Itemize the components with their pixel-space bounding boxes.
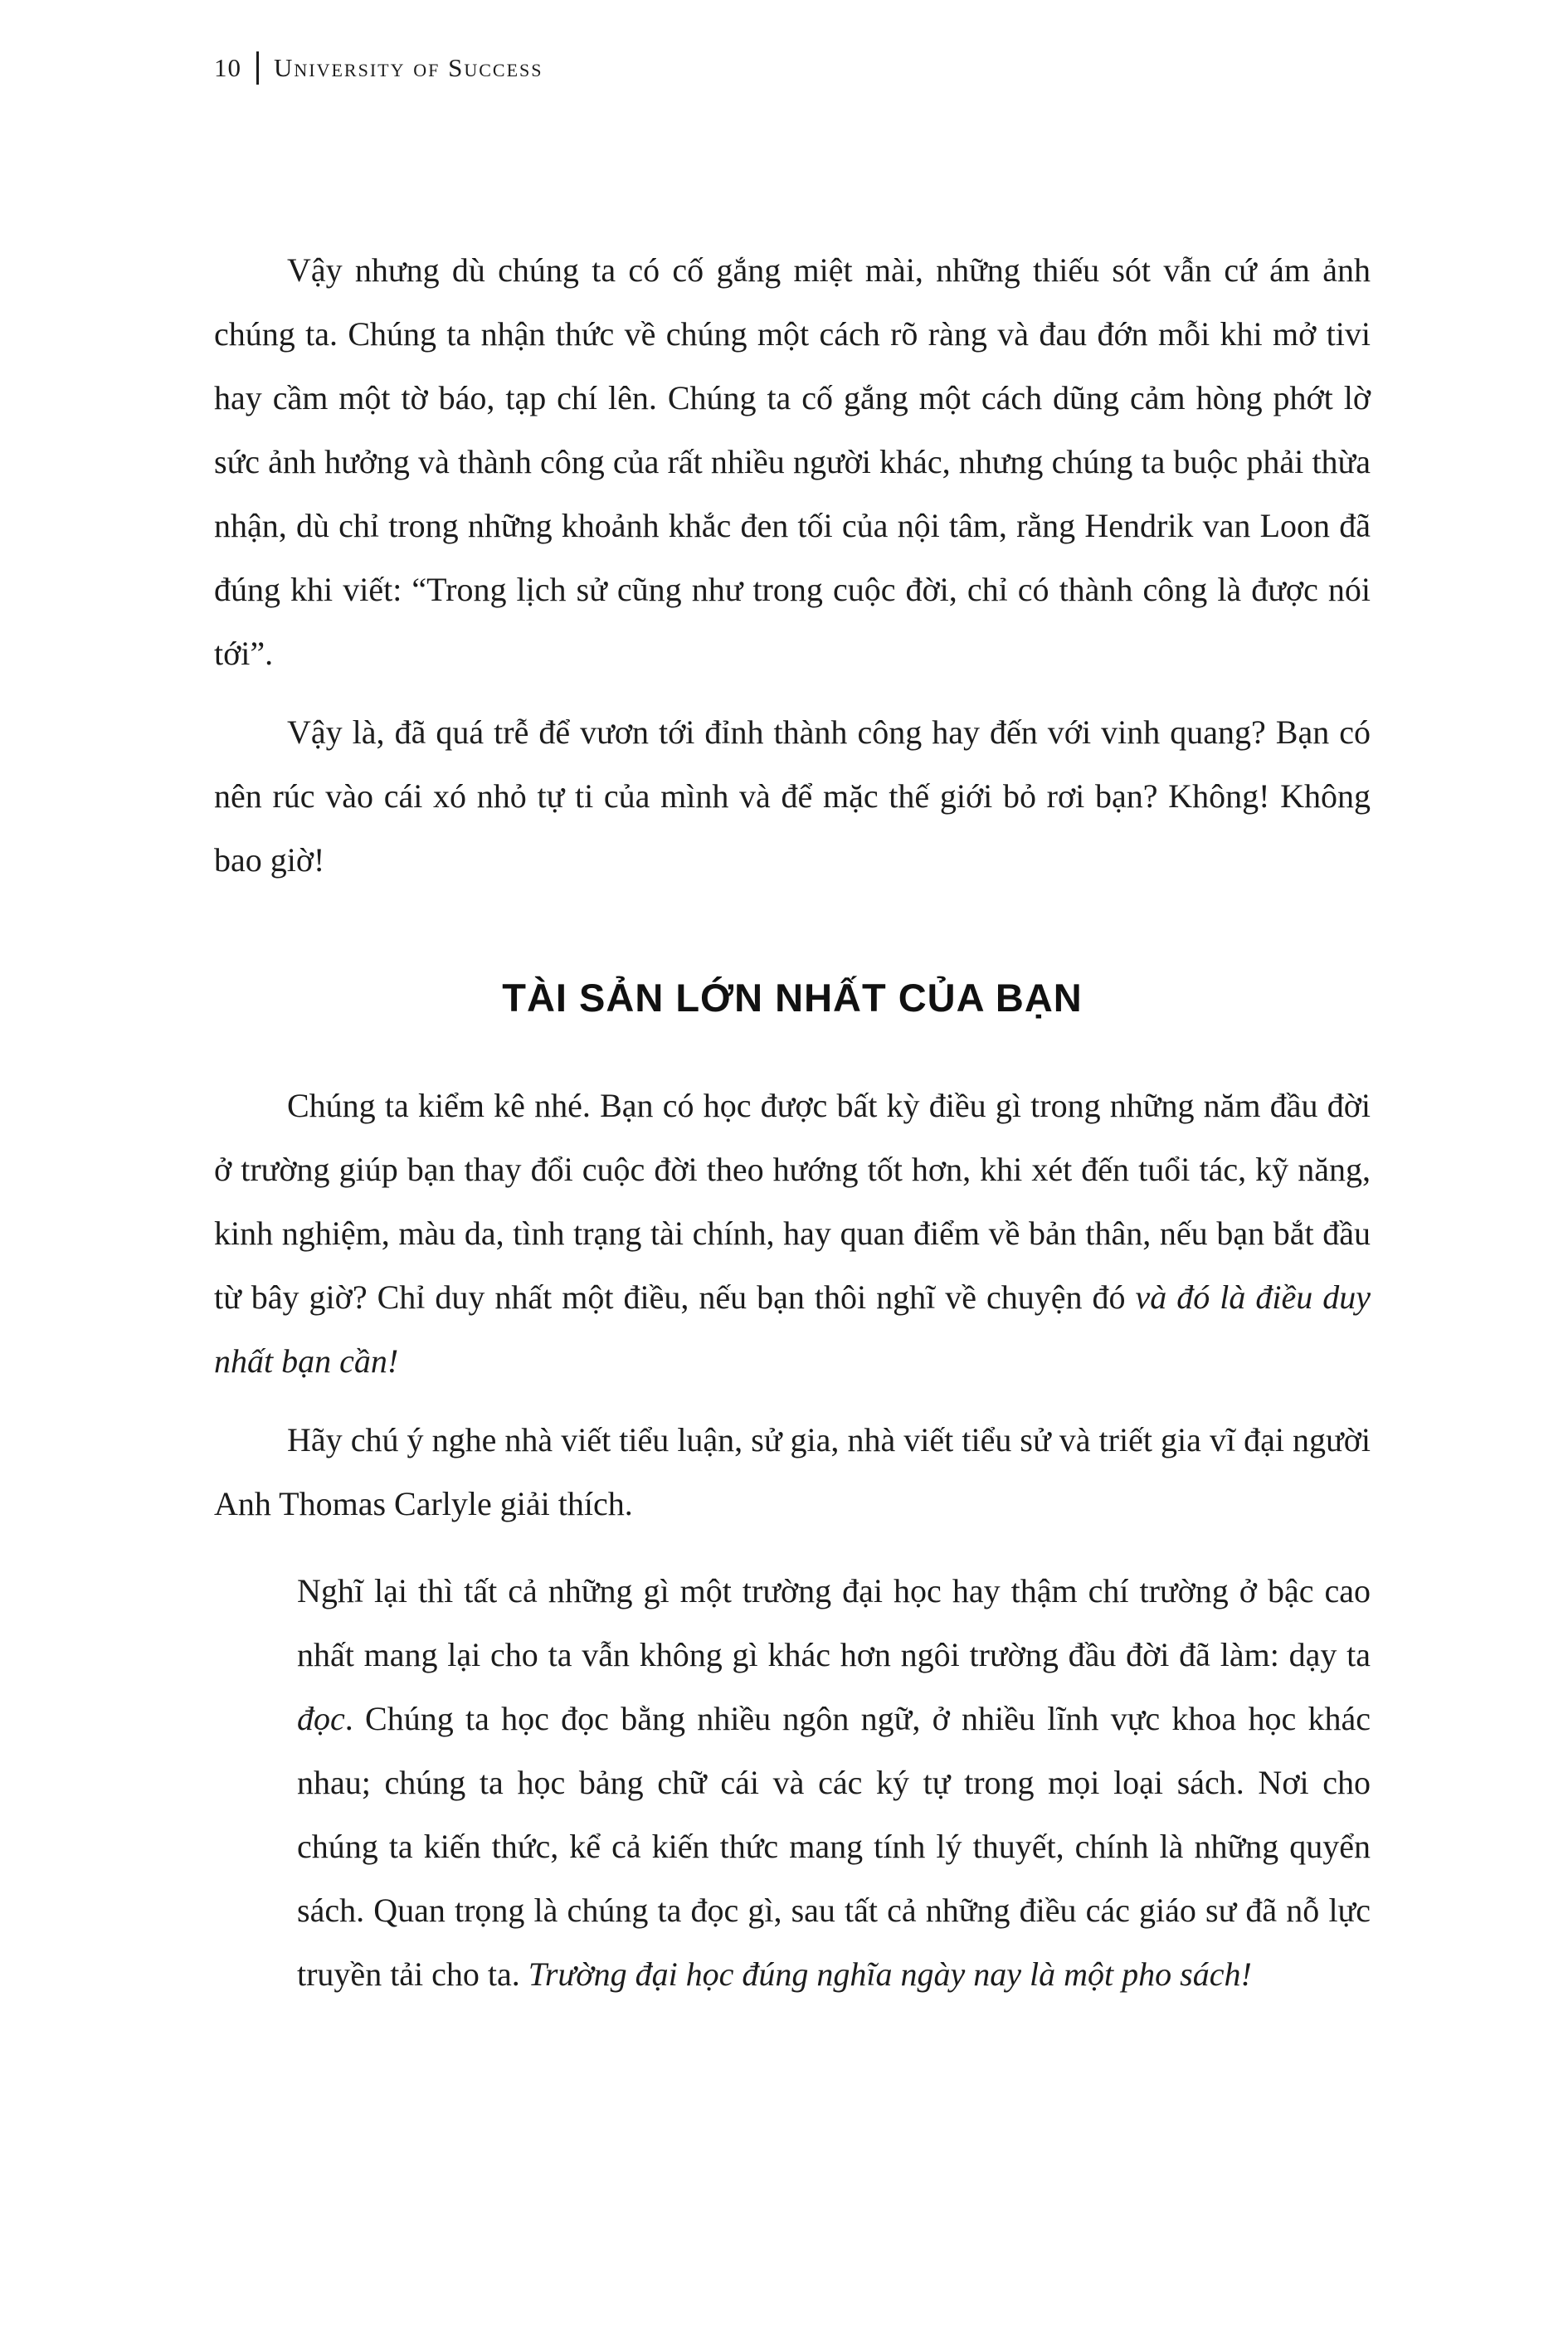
quote-emphasis-2: Trường đại học đúng nghĩa ngày nay là một pho sách! xyxy=(528,1955,1252,1993)
quote-text-2: . Chúng ta học đọc bằng nhiều ngôn ngữ, ở nhiều lĩnh vực khoa học khác nhau; chúng ta học bảng chữ cái và các ký tự trong mọi loại sách. Nơi cho chúng ta kiến thức, kể cả kiến thức mang tính lý thuyết, chính là những quyển sách. Quan trọng là chúng ta đọc gì, sau tất cả những điều các giáo sư đã nỗ lực truyền tải cho ta. xyxy=(297,1700,1371,1993)
block-quote xyxy=(297,1559,1371,2006)
paragraph-3 xyxy=(214,1074,1371,1393)
quote-emphasis-1: đọc xyxy=(297,1700,345,1737)
quote-text-1: Nghĩ lại thì tất cả những gì một trường đại học hay thậm chí trường ở bậc cao nhất mang lại cho ta vẫn không gì khác hơn ngôi trường đầu đời đã làm: dạy ta xyxy=(297,1572,1371,1673)
section-heading: TÀI SẢN LỚN NHẤT CỦA BẠN xyxy=(502,976,1083,1020)
book-title: University of Success xyxy=(274,53,543,82)
paragraph-3-emphasis: và đó là điều duy nhất bạn cần! xyxy=(214,1278,1371,1380)
page-number: 10 xyxy=(214,53,241,82)
page-body xyxy=(214,238,1371,2006)
header-divider xyxy=(256,51,259,85)
paragraph-2: Vậy là, đã quá trễ để vươn tới đỉnh thành công hay đến với vinh quang? Bạn có nên rúc vào cái xó nhỏ tự ti của mình và để mặc thế giới bỏ rơi bạn? Không! Không bao giờ! xyxy=(214,713,1371,879)
page-header xyxy=(214,51,1371,85)
paragraph-3-text: Chúng ta kiểm kê nhé. Bạn có học được bất kỳ điều gì trong những năm đầu đời ở trường giúp bạn thay đổi cuộc đời theo hướng tốt hơn, khi xét đến tuổi tác, kỹ năng, kinh nghiệm, màu da, tình trạng tài chính, hay quan điểm về bản thân, nếu bạn bắt đầu từ bây giờ? Chỉ duy nhất một điều, nếu bạn thôi nghĩ về chuyện đó xyxy=(214,1087,1371,1316)
paragraph-1: Vậy nhưng dù chúng ta có cố gắng miệt mài, những thiếu sót vẫn cứ ám ảnh chúng ta. Chúng ta nhận thức về chúng một cách rõ ràng và đau đớn mỗi khi mở tivi hay cầm một tờ báo, tạp chí lên. Chúng ta cố gắng một cách dũng cảm hòng phớt lờ sức ảnh hưởng và thành công của rất nhiều người khác, nhưng chúng ta buộc phải thừa nhận, dù chỉ trong những khoảnh khắc đen tối của nội tâm, rằng Hendrik van Loon đã đúng khi viết: “Trong lịch sử cũng như trong cuộc đời, chỉ có thành công là được nói tới”. xyxy=(214,251,1371,672)
paragraph-4: Hãy chú ý nghe nhà viết tiểu luận, sử gia, nhà viết tiểu sử và triết gia vĩ đại người Anh Thomas Carlyle giải thích. xyxy=(214,1421,1371,1522)
